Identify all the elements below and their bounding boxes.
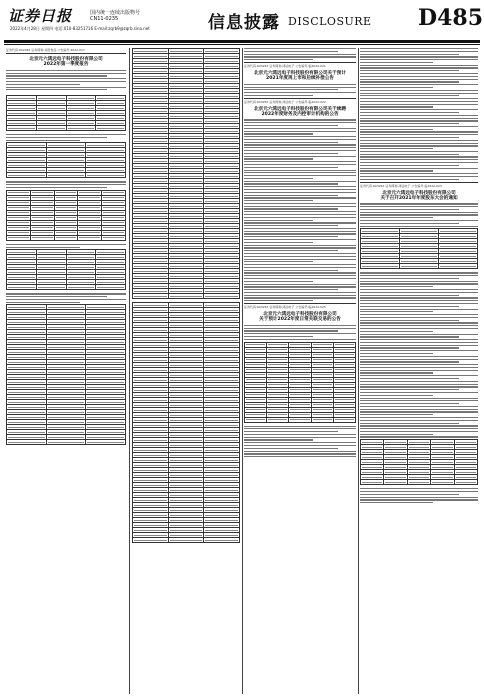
- announcement-heading: 北京元六鸿远电子科技股份有限公司 2022年第一季度报告: [29, 57, 103, 68]
- data-table: [360, 228, 478, 269]
- announcement-heading: 北京元六鸿远电子科技股份有限公司关于预计 2021年度再上市和后续补偿公告: [254, 70, 346, 82]
- body-text: [244, 325, 356, 340]
- body-text: [6, 181, 126, 188]
- body-text: [244, 426, 356, 458]
- divider: [244, 98, 356, 99]
- body-text: [6, 293, 126, 303]
- announcement-code-line: 证券代码:002481 证券简称:双塔食品 公告编号:2022-017: [6, 48, 85, 52]
- header-rule-thick: [4, 40, 480, 43]
- body-text: [360, 203, 478, 226]
- divider: [244, 303, 356, 304]
- data-table: [132, 48, 240, 299]
- publication-number: 国内统一连续出版物号 CN11-0235: [90, 10, 141, 22]
- body-text: [360, 272, 478, 437]
- column-1: [6, 48, 126, 696]
- body-text: [244, 48, 356, 60]
- announcement-code-line: 证券代码:603267 证券简称:鸿远电子 公告编号:临2022-023: [360, 183, 442, 188]
- data-table: [360, 439, 478, 485]
- masthead: [4, 2, 484, 42]
- body-text: [360, 48, 478, 180]
- announcement-heading: 北京元六鸿远电子科技股份有限公司 关于召开2021年年度股东大会的通知: [380, 190, 458, 201]
- announcement-heading: 北京元六鸿远电子科技股份有限公司 关于预计2022年度日常关联交易的公告: [259, 312, 341, 323]
- divider: [6, 53, 126, 54]
- body-text: [6, 134, 126, 141]
- data-table: [6, 142, 126, 178]
- date-line: 2022年4月28日 星期四 电话:010-83251716 E-mail:zqrb9@zqrb.sina.net: [10, 26, 150, 31]
- body-text: [244, 119, 356, 301]
- announcement-code-line: 证券代码:603267 证券简称:鸿远电子 公告编号:临2022-021: [244, 63, 326, 68]
- data-table: [132, 302, 240, 543]
- data-table: [6, 95, 126, 131]
- header-rule-thin: [4, 44, 480, 45]
- body-text: [6, 70, 126, 91]
- data-table: [6, 190, 126, 241]
- newspaper-logo: 证券日报: [8, 7, 73, 25]
- announcement-heading: 北京元六鸿远电子科技股份有限公司关于续聘 2022年度财务及内控审计机构的公告: [254, 106, 346, 118]
- data-table: [6, 304, 126, 445]
- body-text: [244, 84, 356, 96]
- column-2: [132, 48, 240, 696]
- announcement-code-line: 证券代码:603267 证券简称:鸿远电子 公告编号:临2022-022: [244, 99, 326, 104]
- data-table: [244, 342, 356, 423]
- body-text: [360, 488, 478, 503]
- column-3: [244, 48, 356, 696]
- body-text: [6, 244, 126, 248]
- column-divider: [242, 48, 243, 694]
- divider: [244, 62, 356, 63]
- column-divider: [358, 48, 359, 694]
- page-number: D485: [418, 5, 484, 31]
- column-4: [360, 48, 478, 696]
- data-table: [6, 249, 126, 290]
- divider: [360, 182, 478, 183]
- section-title: 信息披露: [208, 13, 280, 33]
- section-title-en: DISCLOSURE: [288, 15, 372, 28]
- column-divider: [129, 48, 130, 694]
- announcement-code-line: 证券代码:603267 证券简称:鸿远电子 公告编号:临2022-025: [244, 305, 326, 309]
